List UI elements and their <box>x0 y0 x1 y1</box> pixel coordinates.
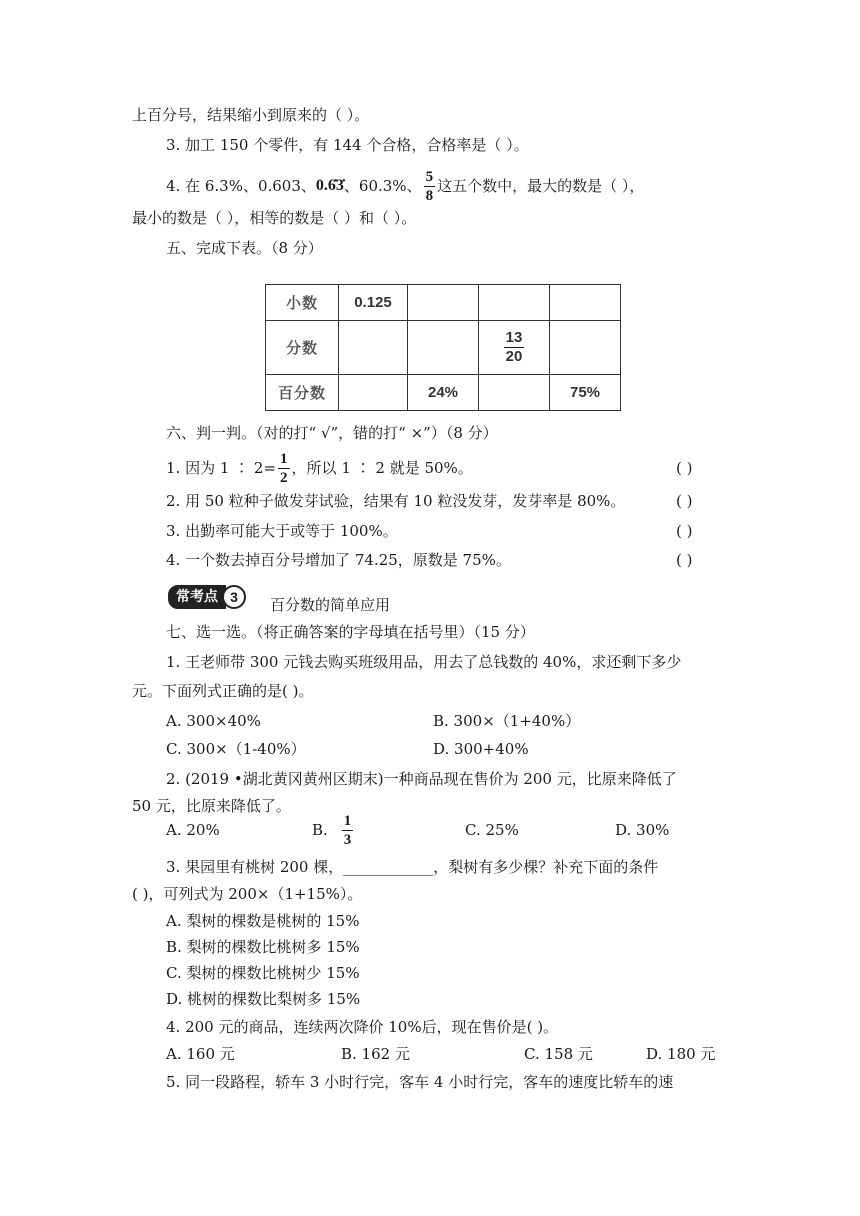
choice-question-5: 5. 同一段路程，轿车 3 小时行完，客车 4 小时行完，客车的速度比轿车的速 <box>166 1073 674 1091</box>
table-cell-fraction: $\frac{13}{20}$ <box>479 321 550 375</box>
option-b[interactable]: B. 300×（1+40%） <box>433 712 581 730</box>
option-a[interactable]: A. 梨树的棵数是桃树的 15% <box>166 912 360 930</box>
topic-title: 百分数的简单应用 <box>270 596 391 614</box>
choice-question-1: 1. 王老师带 300 元钱去购买班级用品，用去了总钱数的 40%，求还剩下多少 <box>166 653 682 671</box>
conversion-table <box>265 284 621 411</box>
text-line: 最小的数是（ ），相等的数是（ ）和（ ）。 <box>132 209 417 227</box>
badge-number: 3 <box>222 585 246 609</box>
answer-bracket[interactable]: ( ) <box>676 551 693 569</box>
option-letter: B. <box>312 821 328 839</box>
choice-question-4: 4. 200 元的商品，连续两次降价 10%后，现在售价是( )。 <box>166 1018 559 1036</box>
fraction-1-3: $\frac{1}{3}$ <box>343 812 352 848</box>
text-span: 1. 因为 1 ∶ 2= <box>166 459 277 477</box>
repeating-decimal: 0.6̇3̇ <box>315 177 344 194</box>
judge-2: 2. 用 50 粒种子做发芽试验，结果有 10 粒没发芽，发芽率是 80%。 <box>166 492 626 510</box>
text-span: 这五个数中，最大的数是（ ）， <box>437 177 645 195</box>
judge-4: 4. 一个数去掉百分号增加了 74.25，原数是 75%。 <box>166 551 511 569</box>
table-cell: 24% <box>408 375 479 411</box>
table-cell: 0.125 <box>339 285 408 321</box>
badge-label: 常考点 <box>168 585 226 609</box>
table-cell <box>550 321 621 375</box>
answer-bracket[interactable]: ( ) <box>676 522 693 540</box>
option-b[interactable]: B. 梨树的棵数比桃树多 15% <box>166 938 360 956</box>
section-7-heading: 七、选一选。（将正确答案的字母填在括号里）（15 分） <box>166 623 535 641</box>
judge-1 <box>166 448 473 488</box>
option-a[interactable]: A. 300×40% <box>166 712 261 730</box>
table-cell <box>479 375 550 411</box>
row-header-percent: 百分数 <box>266 375 339 411</box>
fraction-5-8: $\frac{5}{8}$ <box>425 168 434 204</box>
table-cell <box>408 285 479 321</box>
key-point-badge <box>168 586 246 608</box>
answer-bracket[interactable]: ( ) <box>676 459 693 477</box>
option-b[interactable]: B. 162 元 <box>341 1045 410 1063</box>
option-d[interactable]: D. 300+40% <box>433 740 529 758</box>
option-a[interactable]: A. 20% <box>166 821 220 839</box>
question-3: 3. 加工 150 个零件，有 144 个合格，合格率是（ ）。 <box>166 136 529 154</box>
text-line: 50 元，比原来降低了。 <box>132 797 291 815</box>
judge-3: 3. 出勤率可能大于或等于 100%。 <box>166 522 398 540</box>
option-c[interactable]: C. 梨树的棵数比桃树少 15% <box>166 964 360 982</box>
option-d[interactable]: D. 30% <box>615 821 670 839</box>
answer-bracket[interactable]: ( ) <box>676 492 693 510</box>
choice-question-2: 2. (2019 •湖北黄冈黄州区期末)一种商品现在售价为 200 元，比原来降低了 <box>166 770 677 788</box>
table-cell <box>339 321 408 375</box>
option-c[interactable]: C. 25% <box>465 821 519 839</box>
text-span: 4. 在 6.3%、0.603、 <box>166 177 316 195</box>
text-line: 上百分号，结果缩小到原来的（ ）。 <box>132 106 370 124</box>
row-header-decimal: 小数 <box>266 285 339 321</box>
table-cell <box>408 321 479 375</box>
choice-question-3: 3. 果园里有桃树 200 棵，____________，梨树有多少棵？补充下面的条件 <box>166 858 659 876</box>
text-line: ( )，可列式为 200×（1+15%）。 <box>132 885 363 903</box>
question-4 <box>166 166 644 206</box>
table-cell <box>550 285 621 321</box>
table-cell <box>339 375 408 411</box>
section-5-heading: 五、完成下表。（8 分） <box>166 239 323 257</box>
text-span: 、60.3%、 <box>343 177 422 195</box>
option-d[interactable]: D. 180 元 <box>646 1045 716 1063</box>
option-c[interactable]: C. 158 元 <box>524 1045 593 1063</box>
option-a[interactable]: A. 160 元 <box>166 1045 235 1063</box>
fraction-1-2: $\frac{1}{2}$ <box>280 450 288 486</box>
text-span: ，所以 1 ∶ 2 就是 50%。 <box>291 459 473 477</box>
option-c[interactable]: C. 300×（1-40%） <box>166 740 306 758</box>
text-line: 元。下面列式正确的是( )。 <box>132 682 314 700</box>
table-cell <box>479 285 550 321</box>
row-header-fraction: 分数 <box>266 321 339 375</box>
section-6-heading: 六、判一判。（对的打“ √”，错的打“ ×”）（8 分） <box>166 424 498 442</box>
option-d[interactable]: D. 桃树的棵数比梨树多 15% <box>166 990 361 1008</box>
option-b[interactable] <box>312 808 355 852</box>
table-cell: 75% <box>550 375 621 411</box>
